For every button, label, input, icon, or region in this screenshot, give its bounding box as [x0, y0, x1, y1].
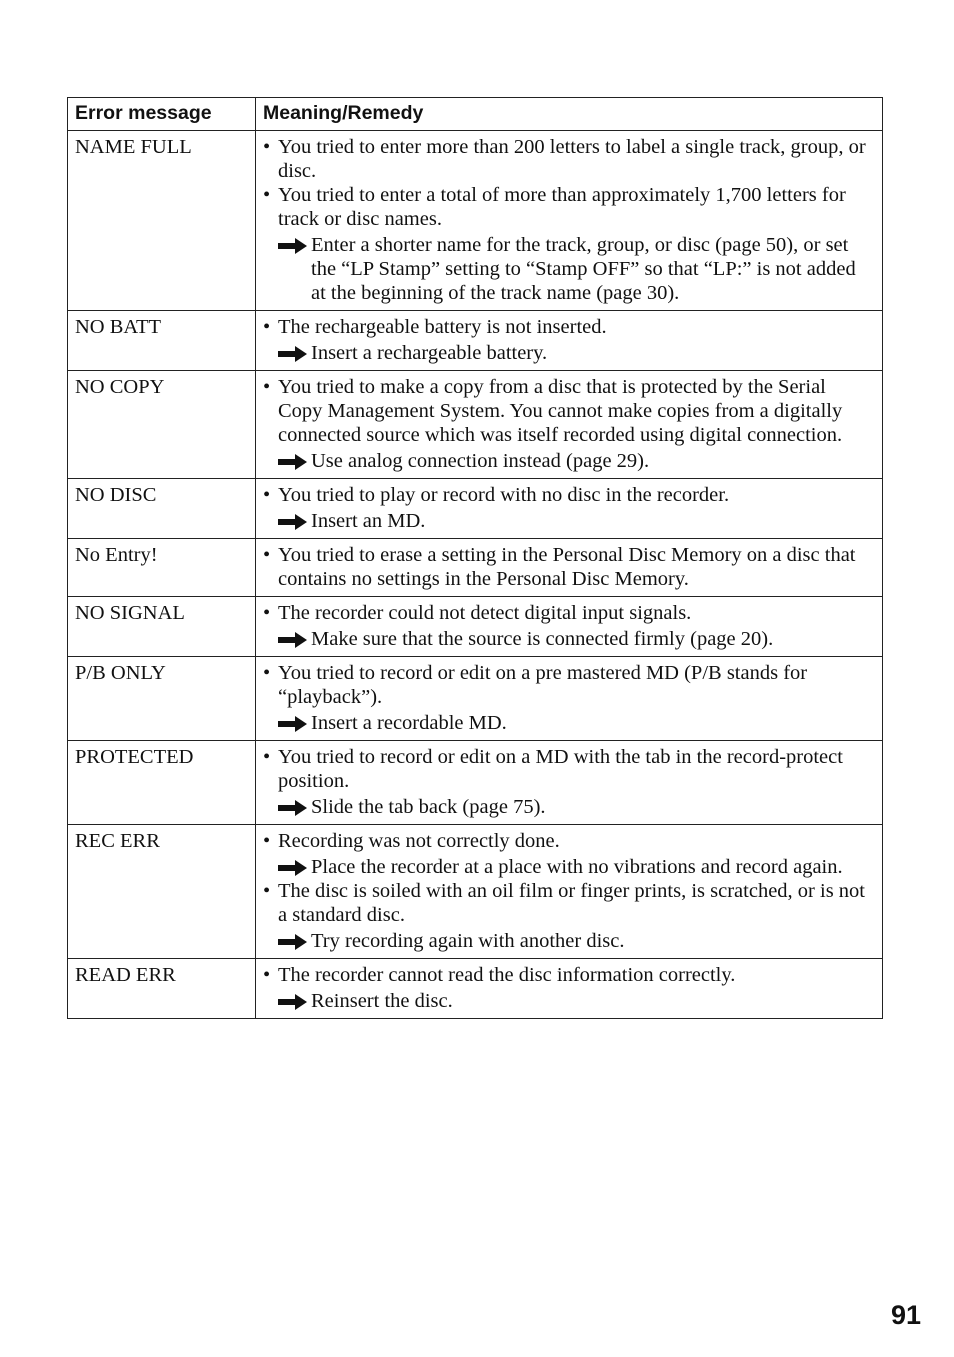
error-message-cell: REC ERR — [68, 825, 256, 959]
bullet-text: The recorder cannot read the disc information correctly. — [278, 964, 736, 986]
meaning-bullet — [263, 375, 875, 447]
right-arrow-icon — [278, 800, 307, 816]
right-arrow-icon — [278, 716, 307, 732]
bullet-marker: • — [263, 880, 271, 902]
bullet-text: You tried to record or edit on a pre mastered MD (P/B stands for “playback”). — [278, 662, 808, 708]
bullet-marker: • — [263, 964, 271, 986]
remedy-line — [263, 711, 875, 735]
table-row — [68, 539, 883, 597]
table-row — [68, 371, 883, 479]
bullet-marker: • — [263, 136, 271, 158]
meaning-remedy-cell — [256, 825, 883, 959]
right-arrow-icon — [278, 514, 307, 530]
error-message-cell: NO COPY — [68, 371, 256, 479]
remedy-text: Try recording again with another disc. — [311, 930, 625, 952]
meaning-bullet — [263, 745, 875, 793]
error-message-cell: READ ERR — [68, 959, 256, 1019]
bullet-text: The disc is soiled with an oil film or finger prints, is scratched, or is not a standard disc. — [278, 880, 865, 926]
remedy-line — [263, 341, 875, 365]
remedy-text: Place the recorder at a place with no vibrations and record again. — [311, 856, 843, 878]
meaning-remedy-cell — [256, 131, 883, 311]
remedy-text: Make sure that the source is connected firmly (page 20). — [311, 628, 774, 650]
meaning-remedy-cell — [256, 657, 883, 741]
bullet-marker: • — [263, 830, 271, 852]
error-message-table — [67, 97, 883, 1019]
error-message-cell: NAME FULL — [68, 131, 256, 311]
meaning-bullet — [263, 315, 875, 339]
bullet-marker: • — [263, 662, 271, 684]
table-header-row — [68, 98, 883, 131]
meaning-bullet — [263, 829, 875, 853]
bullet-text: You tried to play or record with no disc in the recorder. — [278, 484, 730, 506]
bullet-text: You tried to record or edit on a MD with the tab in the record-protect position. — [278, 746, 843, 792]
remedy-text: Reinsert the disc. — [311, 990, 453, 1012]
meaning-remedy-cell — [256, 597, 883, 657]
meaning-remedy-cell — [256, 371, 883, 479]
error-message-cell: NO BATT — [68, 311, 256, 371]
table-row — [68, 741, 883, 825]
remedy-text: Enter a shorter name for the track, group, or disc (page 50), or set the “LP Stamp” setting to “Stamp OFF” so that “LP:” is not added at the beginning of the track name (page 30). — [311, 234, 856, 304]
bullet-marker: • — [263, 376, 271, 398]
right-arrow-icon — [278, 934, 307, 950]
meaning-bullet — [263, 963, 875, 987]
meaning-remedy-cell — [256, 479, 883, 539]
meaning-remedy-cell — [256, 539, 883, 597]
remedy-text: Insert an MD. — [311, 510, 426, 532]
meaning-bullet — [263, 543, 875, 591]
bullet-text: You tried to enter more than 200 letters to label a single track, group, or disc. — [278, 136, 866, 182]
column-header-meaning-remedy: Meaning/Remedy — [256, 98, 883, 131]
remedy-line — [263, 449, 875, 473]
meaning-bullet — [263, 601, 875, 625]
meaning-bullet — [263, 879, 875, 927]
meaning-bullet — [263, 483, 875, 507]
meaning-bullet — [263, 661, 875, 709]
error-message-cell: P/B ONLY — [68, 657, 256, 741]
remedy-line — [263, 929, 875, 953]
table-row — [68, 825, 883, 959]
error-message-cell: NO DISC — [68, 479, 256, 539]
table-row — [68, 959, 883, 1019]
bullet-marker: • — [263, 746, 271, 768]
right-arrow-icon — [278, 346, 307, 362]
right-arrow-icon — [278, 994, 307, 1010]
bullet-marker: • — [263, 544, 271, 566]
bullet-text: You tried to make a copy from a disc that is protected by the Serial Copy Management System. You cannot make copies from a digitally connected source which was itself recorded using digital connection. — [278, 376, 843, 446]
right-arrow-icon — [278, 454, 307, 470]
bullet-text: The recorder could not detect digital input signals. — [278, 602, 692, 624]
right-arrow-icon — [278, 238, 307, 254]
bullet-text: You tried to erase a setting in the Personal Disc Memory on a disc that contains no settings in the Personal Disc Memory. — [278, 544, 856, 590]
error-message-cell: No Entry! — [68, 539, 256, 597]
meaning-remedy-cell — [256, 959, 883, 1019]
table-row — [68, 657, 883, 741]
remedy-text: Insert a recordable MD. — [311, 712, 507, 734]
meaning-bullet — [263, 183, 875, 231]
remedy-text: Slide the tab back (page 75). — [311, 796, 546, 818]
remedy-line — [263, 855, 875, 879]
right-arrow-icon — [278, 860, 307, 876]
table-body — [68, 131, 883, 1019]
bullet-text: Recording was not correctly done. — [278, 830, 560, 852]
column-header-error-message: Error message — [68, 98, 256, 131]
page-number: 91 — [890, 1300, 921, 1330]
meaning-remedy-cell — [256, 311, 883, 371]
bullet-text: The rechargeable battery is not inserted. — [278, 316, 607, 338]
table-row — [68, 479, 883, 539]
error-message-cell: PROTECTED — [68, 741, 256, 825]
table-row — [68, 311, 883, 371]
right-arrow-icon — [278, 632, 307, 648]
error-message-cell: NO SIGNAL — [68, 597, 256, 657]
bullet-text: You tried to enter a total of more than approximately 1,700 letters for track or disc names. — [278, 184, 846, 230]
bullet-marker: • — [263, 316, 271, 338]
bullet-marker: • — [263, 484, 271, 506]
remedy-text: Insert a rechargeable battery. — [311, 342, 548, 364]
table-row — [68, 597, 883, 657]
remedy-line — [263, 509, 875, 533]
meaning-bullet — [263, 135, 875, 183]
meaning-remedy-cell — [256, 741, 883, 825]
bullet-marker: • — [263, 184, 271, 206]
remedy-line — [263, 989, 875, 1013]
remedy-text: Use analog connection instead (page 29). — [311, 450, 650, 472]
remedy-line — [263, 795, 875, 819]
remedy-line — [263, 627, 875, 651]
bullet-marker: • — [263, 602, 271, 624]
remedy-line — [263, 233, 875, 305]
table-row — [68, 131, 883, 311]
